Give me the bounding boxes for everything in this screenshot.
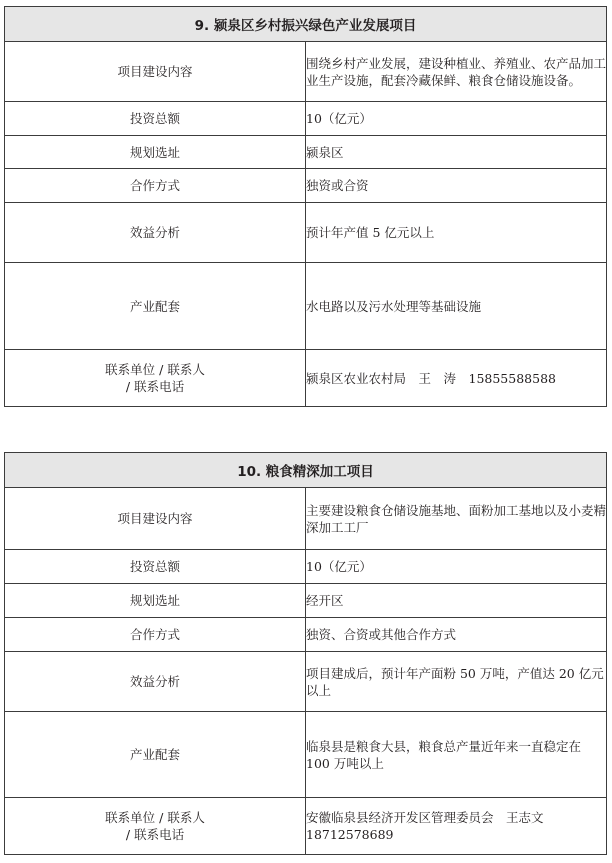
row-value-benefit: 预计年产值 5 亿元以上 [306, 203, 607, 263]
project-table [4, 452, 607, 855]
project-table [4, 6, 607, 407]
row-label-supporting: 产业配套 [5, 712, 306, 798]
row-value-investment: 10（亿元） [306, 550, 607, 584]
row-value-contact: 安徽临泉县经济开发区管理委员会 王志文 18712578689 [306, 798, 607, 855]
row-value-supporting: 水电路以及污水处理等基础设施 [306, 263, 607, 350]
row-label-contact [5, 350, 306, 407]
row-label-investment: 投资总额 [5, 550, 306, 584]
row-label-investment: 投资总额 [5, 102, 306, 136]
table-row [5, 102, 607, 136]
row-value-content: 围绕乡村产业发展，建设种植业、养殖业、农产品加工业生产设施，配套冷藏保鲜、粮食仓储设施设备。 [306, 42, 607, 102]
row-label-cooperation: 合作方式 [5, 618, 306, 652]
project-title: 10. 粮食精深加工项目 [5, 453, 607, 488]
table-row [5, 618, 607, 652]
row-label-contact [5, 798, 306, 855]
row-value-supporting: 临泉县是粮食大县，粮食总产量近年来一直稳定在 100 万吨以上 [306, 712, 607, 798]
project-title: 9. 颍泉区乡村振兴绿色产业发展项目 [5, 7, 607, 42]
row-value-contact: 颍泉区农业农村局 王 涛 15855588588 [306, 350, 607, 407]
row-value-cooperation: 独资或合资 [306, 169, 607, 203]
row-label-content: 项目建设内容 [5, 488, 306, 550]
table-header-row [5, 7, 607, 42]
table-row [5, 798, 607, 855]
row-label-content: 项目建设内容 [5, 42, 306, 102]
contact-label-line1: 联系单位 / 联系人 [105, 810, 205, 825]
table-row [5, 488, 607, 550]
row-label-location: 规划选址 [5, 136, 306, 169]
table-row [5, 550, 607, 584]
table-row [5, 42, 607, 102]
table-header-row [5, 453, 607, 488]
table-row [5, 652, 607, 712]
row-value-benefit: 项目建成后，预计年产面粉 50 万吨，产值达 20 亿元以上 [306, 652, 607, 712]
row-label-location: 规划选址 [5, 584, 306, 618]
row-value-content: 主要建设粮食仓储设施基地、面粉加工基地以及小麦精深加工工厂 [306, 488, 607, 550]
table-row [5, 263, 607, 350]
table-row [5, 203, 607, 263]
row-label-benefit: 效益分析 [5, 652, 306, 712]
table-row [5, 136, 607, 169]
row-label-cooperation: 合作方式 [5, 169, 306, 203]
table-row [5, 584, 607, 618]
row-label-benefit: 效益分析 [5, 203, 306, 263]
row-value-location: 颍泉区 [306, 136, 607, 169]
row-value-location: 经开区 [306, 584, 607, 618]
row-label-supporting: 产业配套 [5, 263, 306, 350]
contact-label-line1: 联系单位 / 联系人 [105, 362, 205, 377]
table-row [5, 712, 607, 798]
row-value-investment: 10（亿元） [306, 102, 607, 136]
contact-label-line2: / 联系电话 [125, 827, 185, 842]
table-row [5, 350, 607, 407]
contact-label-line2: / 联系电话 [125, 379, 185, 394]
table-row [5, 169, 607, 203]
row-value-cooperation: 独资、合资或其他合作方式 [306, 618, 607, 652]
